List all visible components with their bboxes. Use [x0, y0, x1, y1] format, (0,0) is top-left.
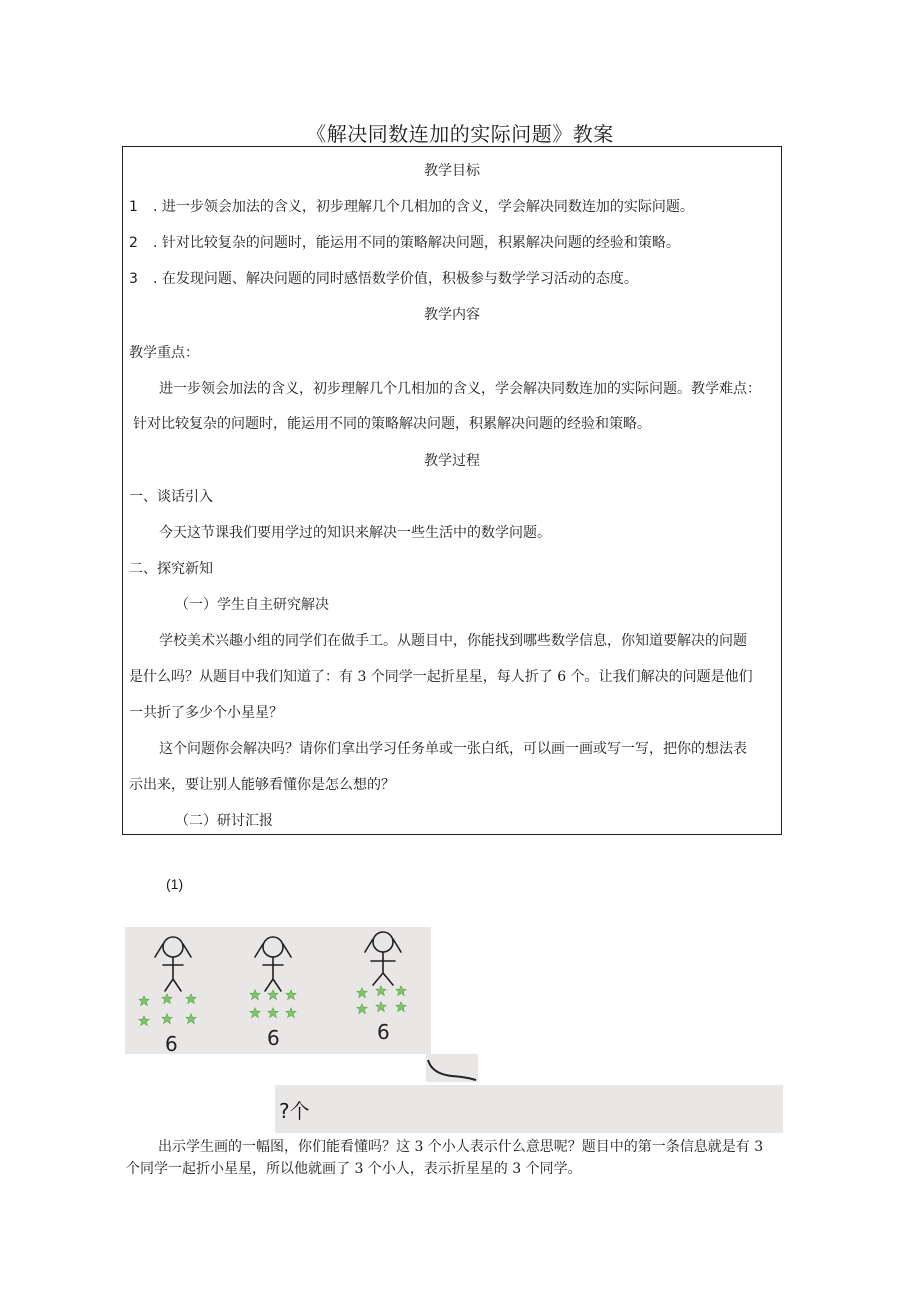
para2-line2: 示出来，要让别人能够看懂你是怎么想的？ [129, 777, 395, 793]
para1-line3: 一共折了多少个小星星？ [129, 705, 283, 721]
section-content-heading: 教学内容 [424, 307, 480, 323]
explanation-line1: 出示学生画的一幅图，你们能看懂吗？这 3 个小人表示什么意思呢？题目中的第一条信息就是有 3 [158, 1139, 764, 1155]
goal-item-3 [123, 269, 638, 289]
count-label: 6 [165, 1032, 178, 1054]
count-label: 6 [267, 1026, 280, 1050]
section-goals-heading: 教学目标 [424, 163, 480, 179]
goal-item-2 [123, 233, 680, 253]
lesson-plan-table [122, 146, 782, 835]
goal-text: . 在发现问题、解决问题的同时感悟数学价值，积极参与数学学习活动的态度。 [153, 271, 638, 287]
question-bar [275, 1085, 783, 1133]
key-point-label: 教学重点： [129, 345, 199, 361]
goal-number: 2 [129, 235, 138, 251]
document-title: 《解决同数连加的实际问题》教案 [306, 122, 614, 146]
goal-number: 1 [129, 199, 138, 215]
section-process-heading: 教学过程 [424, 453, 480, 469]
stick-figures-illustration [125, 927, 431, 1054]
para1-line2: 是什么吗？从题目中我们知道了：有 3 个同学一起折星星，每人折了 6 个。让我们解决的问题是他们 [129, 669, 753, 685]
sub2-heading: （二）研讨汇报 [175, 813, 273, 829]
key-point-text: 进一步领会加法的含义，初步理解几个几相加的含义，学会解决同数连加的实际问题。教学难点： [159, 381, 761, 397]
student-drawing [125, 927, 431, 1054]
count-label: 6 [377, 1020, 390, 1044]
explanation-paragraph [126, 1136, 782, 1180]
sub1-heading: （一）学生自主研究解决 [175, 597, 329, 613]
part2-heading: 二、探究新知 [129, 561, 213, 577]
stick-figure [155, 937, 191, 991]
part1-heading: 一、谈话引入 [129, 489, 213, 505]
stick-figure [365, 932, 401, 985]
goal-number: 3 [129, 271, 138, 287]
difficulty-text: 针对比较复杂的问题时，能运用不同的策略解决问题，积累解决问题的经验和策略。 [133, 416, 651, 432]
goal-item-1 [123, 197, 694, 217]
goal-text: . 进一步领会加法的含义，初步理解几个几相加的含义，学会解决同数连加的实际问题。 [153, 199, 694, 215]
item-label: (1) [166, 876, 184, 892]
explanation-line2: 个同学一起折小星星，所以他就画了 3 个小人，表示折星星的 3 个同学。 [126, 1161, 582, 1177]
goal-text: . 针对比较复杂的问题时，能运用不同的策略解决问题，积累解决问题的经验和策略。 [153, 235, 680, 251]
para2-line1: 这个问题你会解决吗？请你们拿出学习任务单或一张白纸，可以画一画或写一写，把你的想法表 [159, 741, 747, 757]
stick-figure [255, 937, 291, 991]
para1-line1: 学校美术兴趣小组的同学们在做手工。从题目中，你能找到哪些数学信息，你知道要解决的问题 [159, 633, 747, 649]
part1-text: 今天这节课我们要用学过的知识来解决一些生活中的数学问题。 [159, 525, 551, 541]
brace-curve [426, 1054, 478, 1082]
question-text: ?个 [279, 1099, 310, 1123]
